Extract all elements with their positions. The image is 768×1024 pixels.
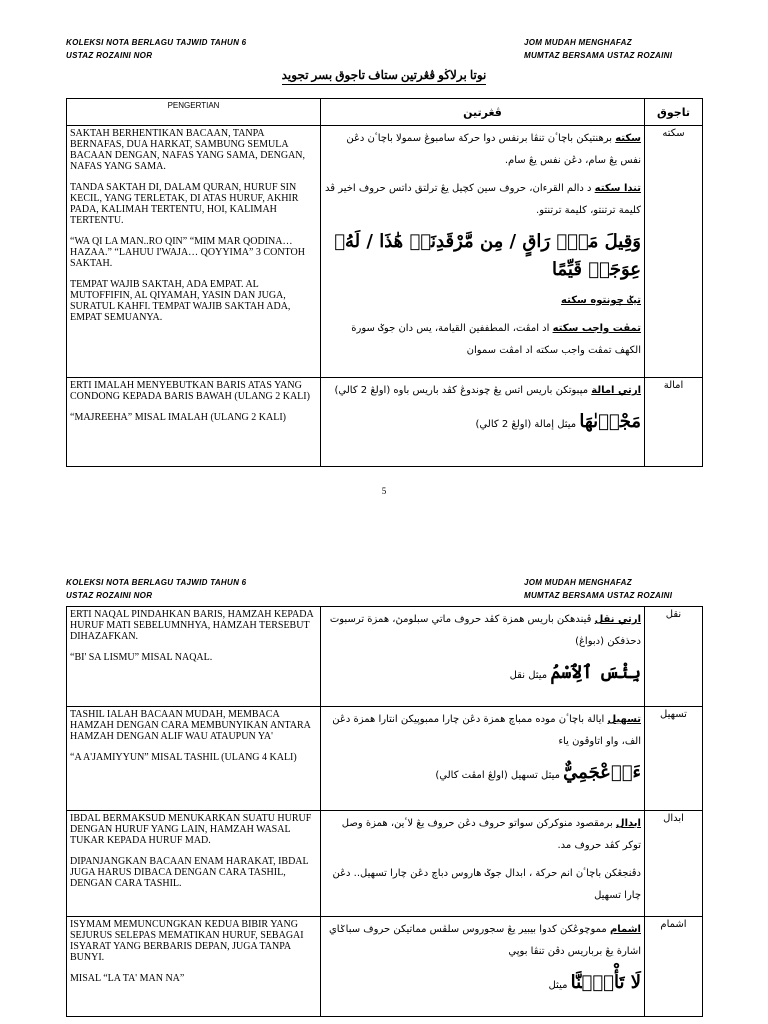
latin-explanation-cell: TASHIL IALAH BACAAN MUDAH, MEMBACA HAMZAH DENGAN CARA MEMBUNYIKAN ANTARA HAMZAH DENGAN ALIF WAU ATAUPUN YA' “A A'JAMIYYUN” MISAL TASHIL (ULANG 4 KALI) — [67, 707, 321, 811]
page-title: نوتا برلاڬو ڤڠرتين ستاف تاجوق بسر تجويد — [0, 68, 768, 83]
latin-explanation-cell: IBDAL BERMAKSUD MENUKARKAN SUATU HURUF DENGAN HURUF YANG LAIN, HAMZAH WASAL TUKAR KEPADA HURUF MAD. DIPANJANGKAN BACAAN ENAM HARAKAT, IBDAL JUGA HARUS DIBACA DENGAN CARA TASHIL, DENGAN CARA TASHIL. — [67, 811, 321, 917]
header-left-line2: USTAZ ROZAINI NOR — [66, 591, 153, 600]
latin-explanation-cell: ERTI NAQAL PINDAHKAN BARIS, HAMZAH KEPADA HURUF MATI SEBELUMNHYA, HAMZAH TERSEBUT DIHAZAFKAN. “BI' SA LISMU” MISAL NAQAL. — [67, 607, 321, 707]
jawi-explanation-cell: اشمام مموچوڠکن کدوا بيبير يڠ سجوروس سلڤس مماتيکن حروف سباݢاي اشارة يڠ برباريس دڤن تنڤا بوڽي لَا تَأْمَ۫نَّا ميثل — [321, 917, 645, 1017]
term-cell: تسهيل — [645, 707, 703, 811]
jawi-explanation-cell: ارتي نقل ڤيندهکن باريس همزة کڤد حروف ماتي سبلومڽ، همزة ترسبوت دحذفکن (دبواڠ) بِئْسَ ٱلِٱسْمُ ميثل نقل — [321, 607, 645, 707]
header-left-line1: KOLEKSI NOTA BERLAGU TAJWID TAHUN 6 — [66, 38, 247, 47]
tajwid-table-page2 — [66, 606, 703, 1017]
table-row-imalah — [67, 378, 703, 467]
arabic-example: مَجْرٜىٰهَا — [579, 411, 641, 432]
term-cell: امالة — [645, 378, 703, 467]
page-number: 5 — [381, 486, 387, 496]
term-cell: نقل — [645, 607, 703, 707]
header-right-line1: JOM MUDAH MENGHAFAZ — [524, 38, 632, 47]
latin-explanation-cell: ISYMAM MEMUNCUNGKAN KEDUA BIBIR YANG SEJURUS SELEPAS MEMATIKAN HURUF, SEBAGAI ISYARAT YANG BERBARIS DEPAN, JUGA TANPA BUNYI. MISAL “LA TA' MAN NA” — [67, 917, 321, 1017]
column-header-tajuk: تاجوق — [645, 99, 703, 126]
table-row-isymam — [67, 917, 703, 1017]
arabic-example: بِئْسَ ٱلِٱسْمُ — [550, 662, 641, 683]
latin-explanation-cell: ERTI IMALAH MENYEBUTKAN BARIS ATAS YANG CONDONG KEPADA BARIS BAWAH (ULANG 2 KALI) “MAJREEHA” MISAL IMALAH (ULANG 2 KALI) — [67, 378, 321, 467]
term-cell: سکته — [645, 126, 703, 378]
term-cell: ابدال — [645, 811, 703, 917]
jawi-explanation-cell: ارتي امالة مڽبوتکن باريس اتس يڠ چوندوڠ کڤد باريس باوه (اولڠ 2 کالي) مَجْرٜىٰهَا ميثل إمالة (اولڠ 2 کالي) — [321, 378, 645, 467]
table-row-ibdal — [67, 811, 703, 917]
table-header-row — [67, 99, 703, 126]
jawi-explanation-cell: ابدال برمقصود منوکرکن سواتو حروف دڠن حروف يڠ لاٴين، همزة وصل توکر کڤد حروف مد. دڤنجڠکن باچاٴن انم حرکة ، ابدال جوݢ هاروس دباچ دڠن چارا تسهيل.. دڠن چارا تسهيل — [321, 811, 645, 917]
header-right-line1: JOM MUDAH MENGHAFAZ — [524, 578, 632, 587]
jawi-explanation-cell: تسهيل ايالة باچاٴن موده ممباچ همزة دڠن چارا ممبوڽيکن انتارا همزة دڠن الف، واو اتاوڤون ياء ءَا۬عْجَمِيٌّ ميثل تسهيل (اولڠ امڤت کالي) — [321, 707, 645, 811]
latin-explanation-cell: SAKTAH BERHENTIKAN BACAAN, TANPA BERNAFAS, DUA HARKAT, SAMBUNG SEMULA BACAAN DENGAN, NAFAS YANG SAMA, DENGAN, NAFAS YANG SAMA. TANDA SAKTAH DI, DALAM QURAN, HURUF SIN KECIL, YANG TERLETAK, DI ATAS HURUF, AKHIR PADA, KALIMAH TERTENTU, HOI, KALIMAH TERTENTU. “WA QI LA MAN..RO QIN” “MIM MAR QODINA…HAZAA.” “LAHUU I'WAJA… QOYYIMA” 3 CONTOH SAKTAH. TEMPAT WAJIB SAKTAH, ADA EMPAT. AL MUTOFFIFIN, AL QIYAMAH, YASIN DAN JUGA, SURATUL KAHFI. TEMPAT WAJIB SAKTAH ADA, EMPAT SEMUANYA. — [67, 126, 321, 378]
term-cell: اشمام — [645, 917, 703, 1017]
tajwid-table-page1 — [66, 98, 703, 467]
column-header-pengertian-jawi: ڤڠرتين — [321, 99, 645, 126]
arabic-example: وَقِيلَ مَنْۜ رَاقٍ / مِن مَّرْقَدِنَاۜ هَٰذَا / لَهُۥ عِوَجَاۜ قَيِّمًا — [334, 231, 641, 280]
arabic-example: ءَا۬عْجَمِيٌّ — [563, 762, 641, 783]
table-row-naqal — [67, 607, 703, 707]
table-row-saktah — [67, 126, 703, 378]
header-left-line1: KOLEKSI NOTA BERLAGU TAJWID TAHUN 6 — [66, 578, 247, 587]
jawi-explanation-cell: سکته برهنتيکن باچاٴن تنڤا برنفس دوا حرکة سامبوڠ سمولا باچاٴن دڠن نفس يڠ سام، دڠن نفس يڠ سام. تندا سکته د دالم القرءان، حروف سين کچيل يڠ ترلتق داتس حروف اخير ڤد کليمة ترتنتو، کليمة ترتنتو. وَقِيلَ مَنْۜ رَاقٍ / مِن مَّرْقَدِنَاۜ هَٰذَا / لَهُۥ عِوَجَاۜ قَيِّمًا تيݢ چونتوه سکته تمڤت واجب سکته اد امڤت، المطففين القيامة، يس دان جوݢ سورة الکهف تمڤت واجب سکته اد امڤت سموان — [321, 126, 645, 378]
header-right-line2: MUMTAZ BERSAMA USTAZ ROZAINI — [524, 591, 673, 600]
arabic-example: لَا تَأْمَ۫نَّا — [570, 972, 641, 993]
header-left-line2: USTAZ ROZAINI NOR — [66, 51, 153, 60]
header-right-line2: MUMTAZ BERSAMA USTAZ ROZAINI — [524, 51, 673, 60]
table-row-tashil — [67, 707, 703, 811]
column-header-pengertian: PENGERTIAN — [67, 99, 321, 126]
